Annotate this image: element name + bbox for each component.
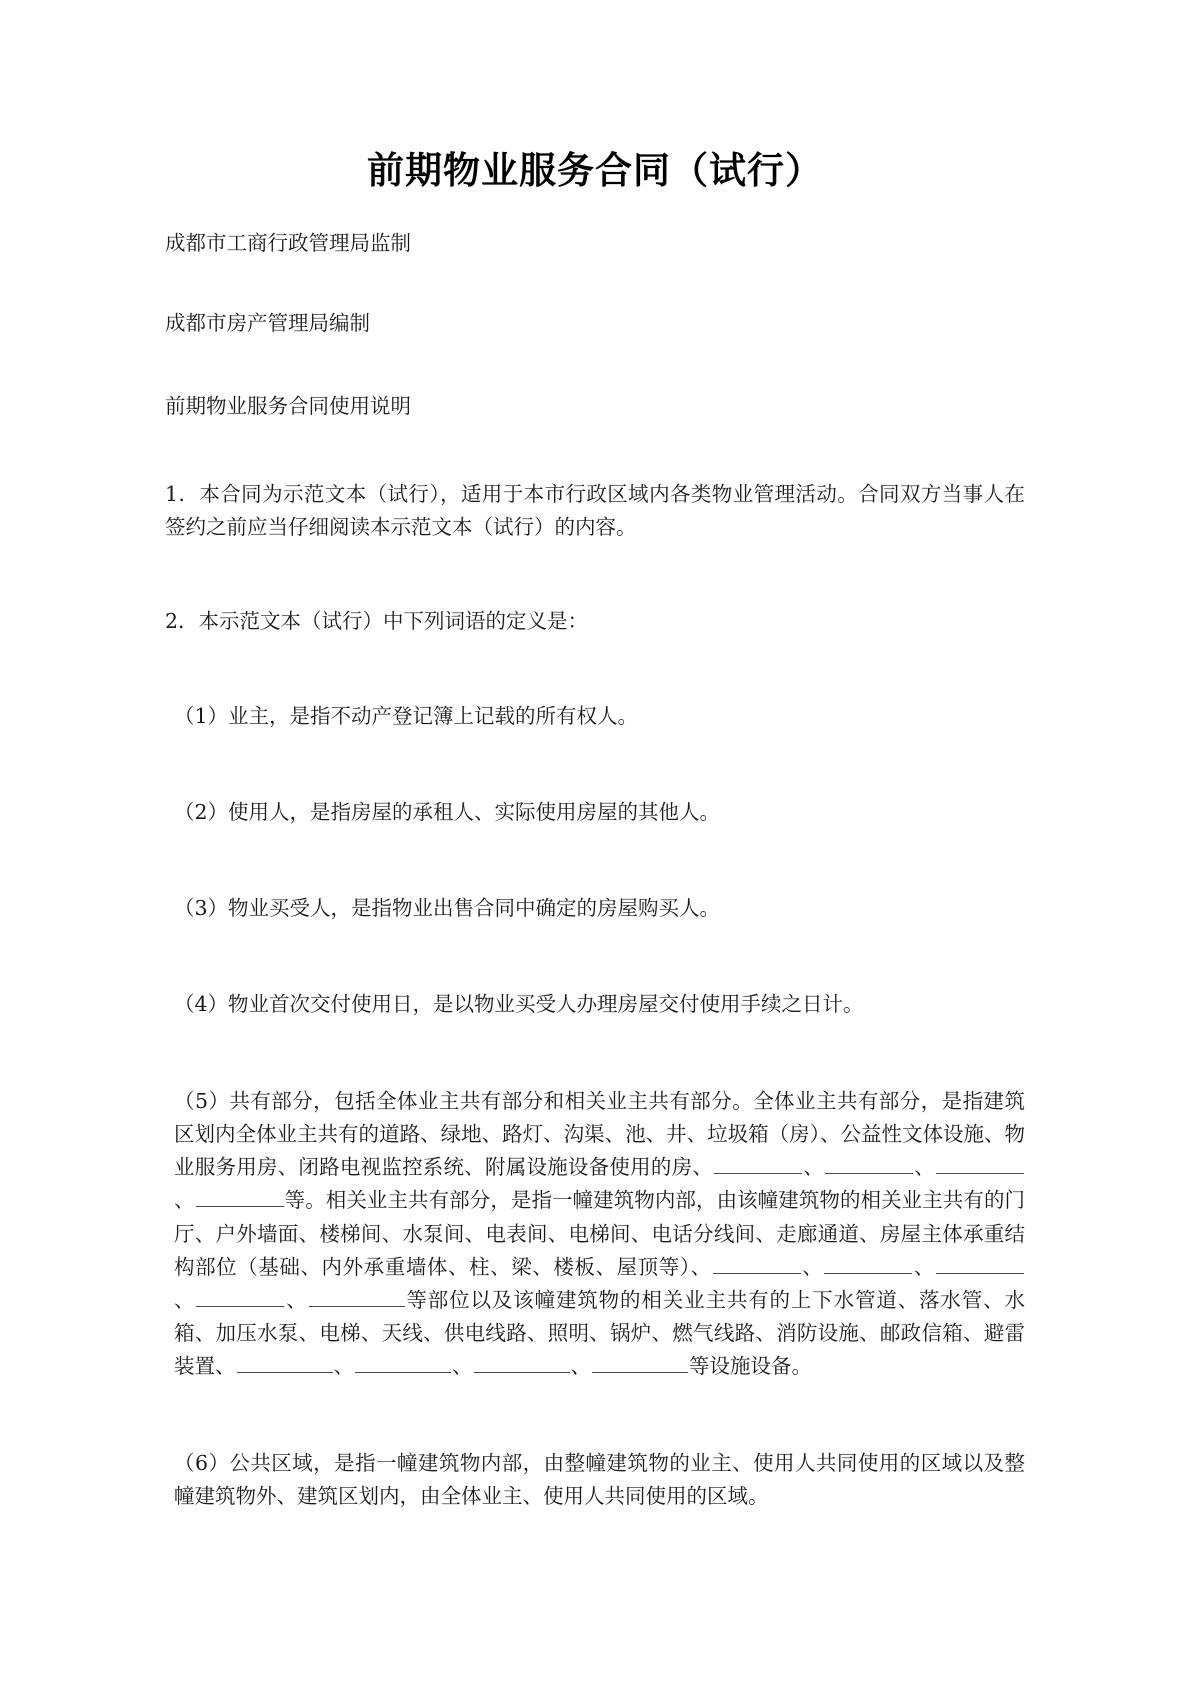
definition-item-3: （3）物业买受人，是指物业出售合同中确定的房屋购买人。 xyxy=(174,896,721,921)
definition-5-segment-b: 等。相关业主共有部分，是指一幢建筑物内部，由该幢建筑物的相关业主共有的门厅、户外墙面、楼梯间、水泵间、电表间、电梯间、电话分线间、走廊通道、房屋主体承重结构部位（基础、内外承重墙体、柱、梁、楼板、屋顶等）、 xyxy=(174,1188,1026,1279)
fill-in-blank[interactable] xyxy=(936,1154,1024,1174)
fill-in-blank[interactable] xyxy=(592,1353,688,1373)
fill-in-blank[interactable] xyxy=(237,1353,333,1373)
definition-item-5 xyxy=(165,1085,1025,1384)
fill-in-blank[interactable] xyxy=(713,1253,801,1273)
imprint-supervisor: 成都市工商行政管理局监制 xyxy=(165,231,411,256)
definition-5-segment-d: 等设施设备。 xyxy=(689,1354,812,1379)
spacer xyxy=(165,1384,1025,1447)
fill-in-blank[interactable] xyxy=(825,1154,913,1174)
spacer xyxy=(165,420,1025,478)
clause-1: 1．本合同为示范文本（试行），适用于本市行政区域内各类物业管理活动。合同双方当事人在签约之前应当仔细阅读本示范文本（试行）的内容。 xyxy=(165,482,1025,540)
page-title: 前期物业服务合同（试行） xyxy=(367,149,823,192)
fill-in-blank[interactable] xyxy=(196,1286,284,1306)
definition-5-segment-c: 等部位以及该幢建筑物的相关业主共有的上下水管道、落水管、水箱、加压水泵、电梯、天线、供电线路、照明、锅炉、燃气线路、消防设施、邮政信箱、避雷装置、 xyxy=(174,1287,1025,1379)
separator: 、 xyxy=(913,1254,936,1279)
spacer xyxy=(165,733,1025,796)
fill-in-blank[interactable] xyxy=(936,1253,1024,1273)
separator: 、 xyxy=(174,1188,195,1213)
instructions-heading: 前期物业服务合同使用说明 xyxy=(165,393,411,418)
fill-in-blank[interactable] xyxy=(824,1253,912,1273)
separator: 、 xyxy=(914,1155,936,1180)
definition-item-2: （2）使用人，是指房屋的承租人、实际使用房屋的其他人。 xyxy=(174,800,721,825)
spacer xyxy=(165,545,1025,605)
spacer xyxy=(165,925,1025,988)
definition-item-4: （4）物业首次交付使用日，是以物业买受人办理房屋交付使用手续之日计。 xyxy=(174,992,864,1017)
spacer xyxy=(165,338,1025,393)
separator: 、 xyxy=(285,1287,308,1312)
separator: 、 xyxy=(570,1354,591,1379)
clause-2: 2．本示范文本（试行）中下列词语的定义是： xyxy=(165,608,589,633)
fill-in-blank[interactable] xyxy=(714,1154,802,1174)
spacer xyxy=(165,258,1025,310)
fill-in-blank[interactable] xyxy=(309,1286,405,1306)
fill-in-blank[interactable] xyxy=(355,1353,451,1373)
definition-item-6: （6）公共区域，是指一幢建筑物内部，由整幢建筑物的业主、使用人共同使用的区域以及整幢建筑物外、建筑区划内，由全体业主、使用人共同使用的区域。 xyxy=(174,1450,1025,1508)
separator: 、 xyxy=(801,1254,824,1279)
fill-in-blank[interactable] xyxy=(196,1187,284,1207)
separator: 、 xyxy=(174,1287,196,1312)
spacer xyxy=(165,194,1025,230)
separator: 、 xyxy=(333,1354,354,1379)
separator: 、 xyxy=(452,1354,473,1379)
imprint-compiler: 成都市房产管理局编制 xyxy=(165,310,370,335)
spacer xyxy=(165,1022,1025,1085)
spacer xyxy=(165,638,1025,700)
definition-5-segment-a: （5）共有部分，包括全体业主共有部分和相关业主共有部分。全体业主共有部分，是指建筑区划内全体业主共有的道路、绿地、路灯、沟渠、池、井、垃圾箱（房）、公益性文体设施、物业服务用房、闭路电视监控系统、附属设施设备使用的房、 xyxy=(174,1088,1025,1180)
definition-item-1: （1）业主，是指不动产登记簿上记载的所有权人。 xyxy=(174,703,639,728)
fill-in-blank[interactable] xyxy=(474,1353,570,1373)
spacer xyxy=(165,829,1025,892)
separator: 、 xyxy=(803,1155,825,1180)
